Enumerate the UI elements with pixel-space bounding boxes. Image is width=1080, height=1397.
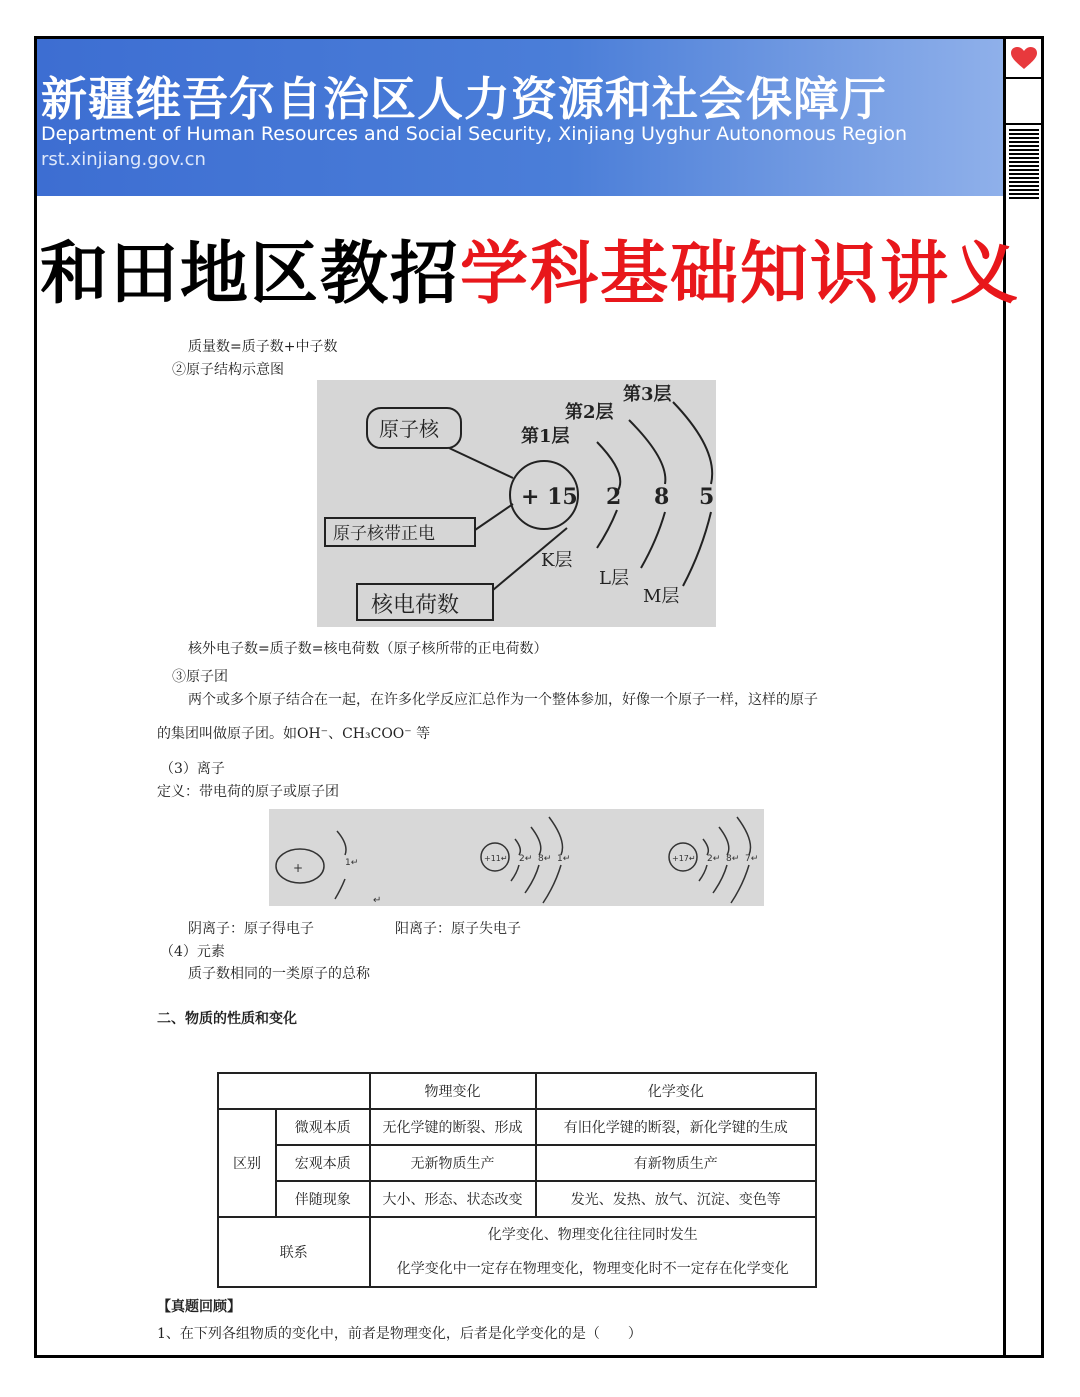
table-cell: 伴随现象 bbox=[276, 1181, 370, 1217]
link-line: 化学变化、物理变化往往同时发生 bbox=[487, 1227, 698, 1243]
nucleus-label: 原子核 bbox=[379, 417, 439, 441]
table-header: 物理变化 bbox=[370, 1073, 536, 1109]
table-cell: 宏观本质 bbox=[276, 1145, 370, 1181]
atom-2-nucleus-label: +11↵ bbox=[484, 854, 508, 863]
text-line: （4）元素 bbox=[160, 944, 225, 960]
shell-l-count: 8 bbox=[654, 484, 670, 510]
return-mark: ↵ bbox=[373, 895, 382, 906]
text-line: 两个或多个原子结合在一起，在许多化学反应汇总作为一个整体参加，好像一个原子一样，这样的原子 bbox=[188, 692, 818, 708]
ion-figure bbox=[269, 809, 764, 906]
text-line: 核外电子数=质子数=核电荷数（原子核所带的正电荷数） bbox=[188, 641, 548, 657]
layer-1-label: 第1层 bbox=[521, 426, 570, 447]
review-heading: 【真题回顾】 bbox=[157, 1299, 241, 1315]
text-line: 质量数=质子数+中子数 bbox=[188, 339, 338, 355]
page-title bbox=[40, 220, 1020, 317]
text-line: 阳离子：原子失电子 bbox=[395, 921, 521, 937]
shell-l-name: L层 bbox=[599, 568, 629, 589]
side-blank-cell bbox=[1006, 79, 1041, 125]
table-cell-empty bbox=[218, 1073, 370, 1109]
heart-icon bbox=[1010, 46, 1038, 70]
table-cell: 区别 bbox=[218, 1109, 276, 1217]
table-cell: 有旧化学键的断裂，新化学键的生成 bbox=[536, 1109, 817, 1145]
shell-k-count: 2 bbox=[606, 484, 622, 510]
table-cell: 微观本质 bbox=[276, 1109, 370, 1145]
table-cell: 联系 bbox=[218, 1217, 370, 1287]
atom-3-electrons: 2↵ 8↵ 7↵ bbox=[707, 854, 759, 864]
table-cell: 无新物质生产 bbox=[370, 1145, 536, 1181]
table-cell-link bbox=[370, 1217, 817, 1287]
layer-3-label: 第3层 bbox=[623, 384, 672, 405]
atom-2-electrons: 2↵ 8↵ 1↵ bbox=[519, 854, 571, 864]
table-row bbox=[218, 1145, 816, 1181]
banner-title-cn: 新疆维吾尔自治区人力资源和社会保障厅 bbox=[41, 72, 887, 126]
text-line: 的集团叫做原子团。如OH⁻、CH₃COO⁻ 等 bbox=[157, 726, 431, 742]
title-part-black: 和田地区教招 bbox=[40, 235, 461, 314]
table-header: 化学变化 bbox=[536, 1073, 817, 1109]
atom-3-nucleus-label: +17↵ bbox=[672, 854, 696, 863]
change-comparison-table bbox=[217, 1072, 817, 1288]
positive-label: 原子核带正电 bbox=[333, 524, 435, 544]
table-cell: 无化学键的断裂、形成 bbox=[370, 1109, 536, 1145]
question-text: 1、在下列各组物质的变化中，前者是物理变化，后者是化学变化的是（ ） bbox=[157, 1326, 642, 1342]
banner-title-en: Department of Human Resources and Social Security, Xinjiang Uyghur Autonomous Region bbox=[41, 123, 908, 145]
text-line: 定义：带电荷的原子或原子团 bbox=[157, 784, 339, 800]
link-line: 化学变化中一定存在物理变化，物理变化时不一定存在化学变化 bbox=[396, 1261, 789, 1277]
shell-k-name: K层 bbox=[541, 550, 573, 571]
table-row bbox=[218, 1181, 816, 1217]
text-line: ②原子结构示意图 bbox=[172, 362, 284, 378]
side-stripes bbox=[1009, 129, 1039, 199]
table-row bbox=[218, 1217, 816, 1287]
atom-1-electrons: 1↵ bbox=[345, 858, 359, 868]
nucleus-value: + 15 bbox=[521, 484, 578, 510]
shell-m-count: 5 bbox=[699, 484, 715, 510]
shell-m-name: M层 bbox=[643, 586, 680, 607]
table-row bbox=[218, 1109, 816, 1145]
charge-label: 核电荷数 bbox=[371, 593, 460, 618]
banner-url[interactable]: rst.xinjiang.gov.cn bbox=[41, 149, 206, 170]
section-heading: 二、物质的性质和变化 bbox=[157, 1011, 297, 1027]
text-line: ③原子团 bbox=[172, 669, 228, 685]
atom-1-nucleus-label: + bbox=[293, 861, 304, 875]
layer-2-label: 第2层 bbox=[565, 402, 614, 423]
text-line: 阴离子：原子得电子 bbox=[188, 921, 314, 937]
table-cell: 发光、发热、放气、沉淀、变色等 bbox=[536, 1181, 817, 1217]
table-row bbox=[218, 1073, 816, 1109]
table-cell: 有新物质生产 bbox=[536, 1145, 817, 1181]
title-part-red: 学科基础知识讲义 bbox=[460, 235, 1021, 314]
table-cell: 大小、形态、状态改变 bbox=[370, 1181, 536, 1217]
text-line: （3）离子 bbox=[160, 761, 225, 777]
banner bbox=[37, 39, 1003, 196]
atom-structure-figure bbox=[317, 380, 716, 627]
heart-button[interactable] bbox=[1006, 39, 1041, 79]
text-line: 质子数相同的一类原子的总称 bbox=[188, 966, 370, 982]
